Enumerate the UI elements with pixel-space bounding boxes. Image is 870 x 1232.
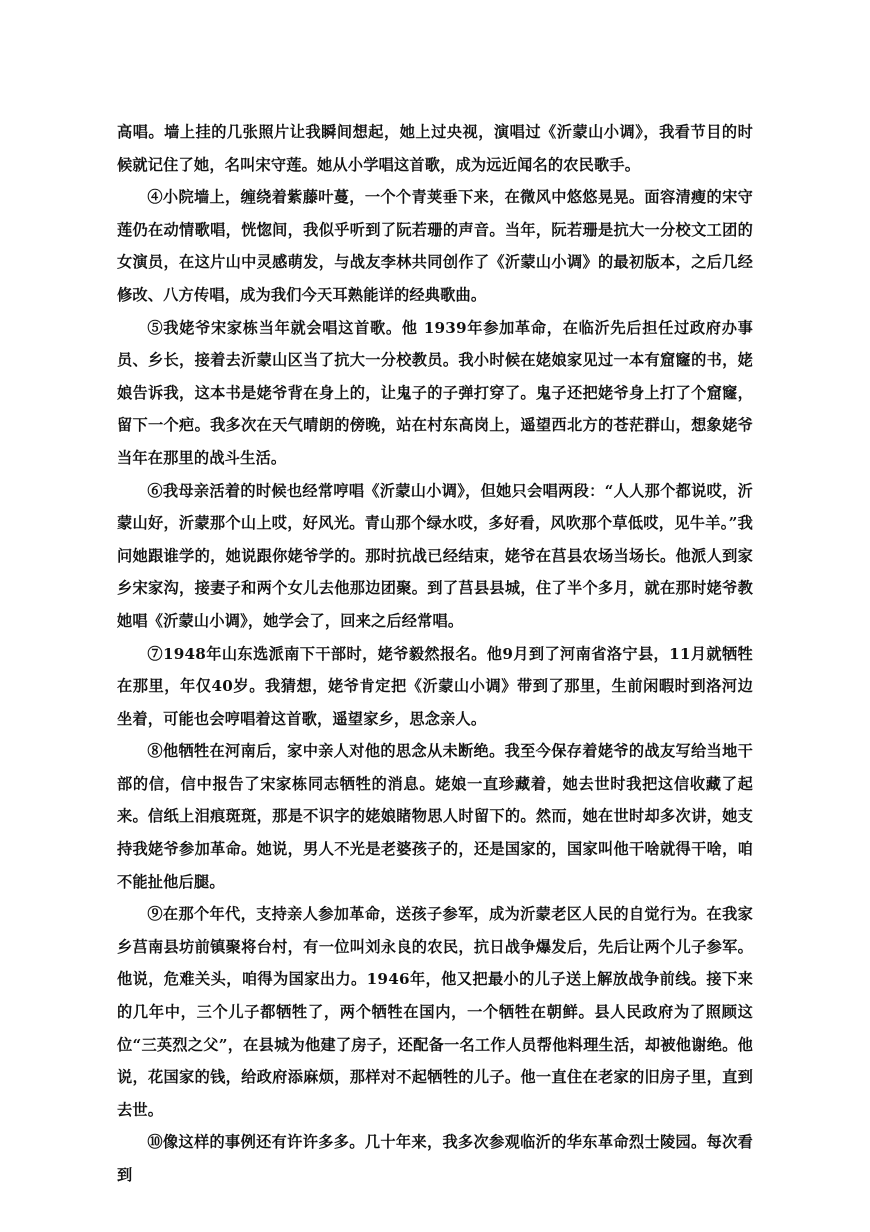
paragraph-4: ④小院墙上，缠绕着紫藤叶蔓，一个个青荚垂下来，在微风中悠悠晃晃。面容清瘦的宋守莲仍在动情歌唱，恍惚间，我似乎听到了阮若珊的声音。当年，阮若珊是抗大一分校文工团的女演员，在这片山中灵感萌发，与战友李林共同创作了《沂蒙山小调》的最初版本，之后几经修改、八方传唱，成为我们今天耳熟能详的经典歌曲。 [117,188,753,304]
document-page [117,116,753,1192]
paragraph-6: ⑥我母亲活着的时候也经常哼唱《沂蒙山小调》，但她只会唱两段：“人人那个都说哎，沂蒙山好，沂蒙那个山上哎，好风光。青山那个绿水哎，多好看，风吹那个草低哎，见牛羊。”我问她跟谁学的，她说跟你姥爷学的。那时抗战已经结束，姥爷在莒县农场当场长。他派人到家乡宋家沟，接妻子和两个女儿去他那边团聚。到了莒县县城，住了半个多月，就在那时姥爷教她唱《沂蒙山小调》，她学会了，回来之后经常唱。 [117,481,753,630]
paragraph-10: ⑩像这样的事例还有许许多多。几十年来，我多次参观临沂的华东革命烈士陵园。每次看到 [117,1133,753,1184]
paragraph-9: ⑨在那个年代，支持亲人参加革命，送孩子参军，成为沂蒙老区人民的自觉行为。在我家乡莒南县坊前镇聚将台村，有一位叫刘永良的农民，抗日战争爆发后，先后让两个儿子参军。他说，危难关头，咱得为国家出力。1946年，他又把最小的儿子送上解放战争前线。接下来的几年中，三个儿子都牺牲了，两个牺牲在国内，一个牺牲在朝鲜。县人民政府为了照顾这位“三英烈之父”，在县城为他建了房子，还配备一名工作人员帮他料理生活，却被他谢绝。他说，花国家的钱，给政府添麻烦，那样对不起牺牲的儿子。他一直住在老家的旧房子里，直到去世。 [117,905,753,1119]
paragraph-7: ⑦1948年山东选派南下干部时，姥爷毅然报名。他9月到了河南省洛宁县，11月就牺牲在那里，年仅40岁。我猜想，姥爷肯定把《沂蒙山小调》带到了那里，生前闲暇时到洛河边坐着，可能也会哼唱着这首歌，遥望家乡，思念亲人。 [117,644,753,728]
paragraph-8: ⑧他牺牲在河南后，家中亲人对他的思念从未断绝。我至今保存着姥爷的战友写给当地干部的信，信中报告了宋家栋同志牺牲的消息。姥娘一直珍藏着，她去世时我把这信收藏了起来。信纸上泪痕斑斑，那是不识字的姥娘睹物思人时留下的。然而，她在世时却多次讲，她支持我姥爷参加革命。她说，男人不光是老婆孩子的，还是国家的，国家叫他干啥就得干啥，咱不能扯他后腿。 [117,742,753,891]
paragraph-5: ⑤我姥爷宋家栋当年就会唱这首歌。他 1939年参加革命，在临沂先后担任过政府办事员、乡长，接着去沂蒙山区当了抗大一分校教员。我小时候在姥娘家见过一本有窟窿的书，姥娘告诉我，这本书是姥爷背在身上的，让鬼子的子弹打穿了。鬼子还把姥爷身上打了个窟窿，留下一个疤。我多次在天气晴朗的傍晚，站在村东高岗上，遥望西北方的苍茫群山，想象姥爷当年在那里的战斗生活。 [117,318,753,467]
paragraph-continued: 高唱。墙上挂的几张照片让我瞬间想起，她上过央视，演唱过《沂蒙山小调》，我看节目的时候就记住了她，名叫宋守莲。她从小学唱这首歌，成为远近闻名的农民歌手。 [117,123,753,174]
